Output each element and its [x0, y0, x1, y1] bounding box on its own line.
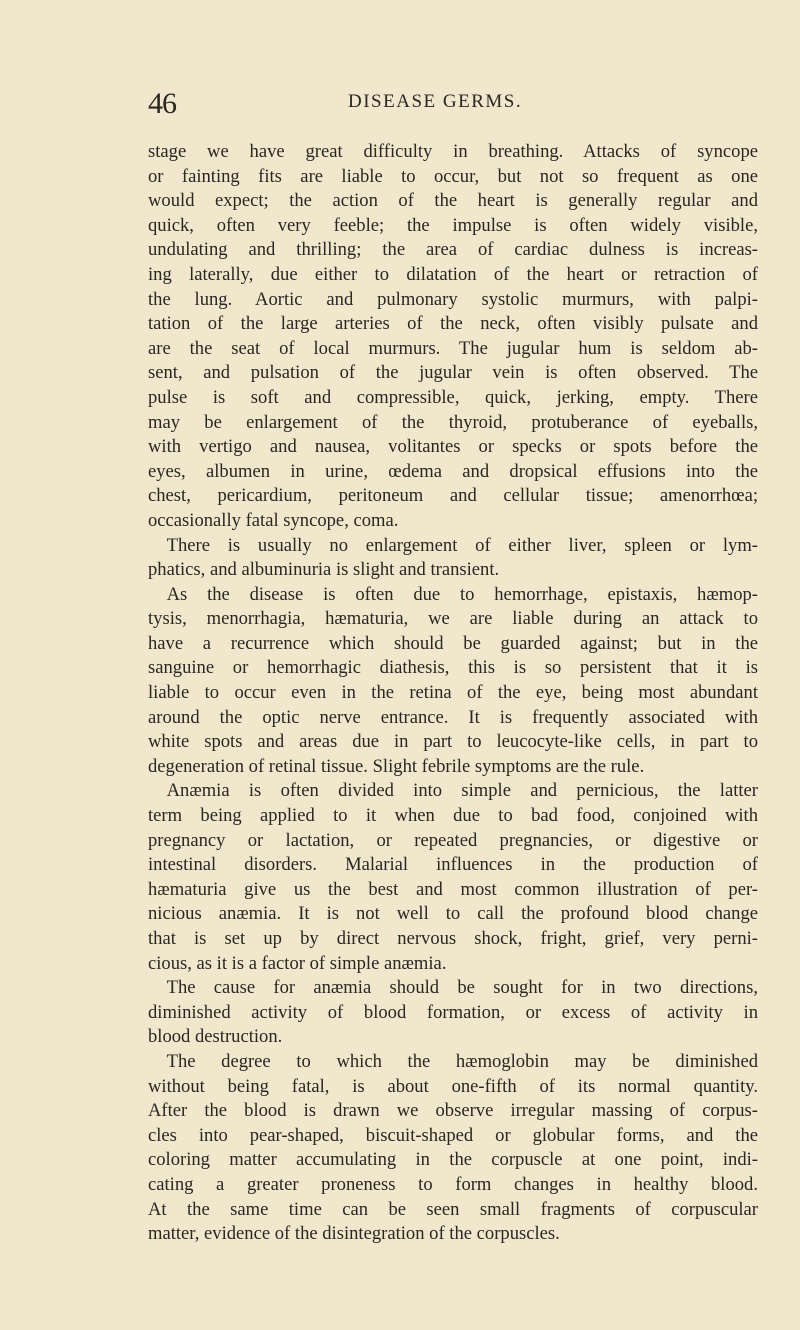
text-line: coloring matter accumulating in the corpuscle at one point, indi-	[148, 1149, 758, 1171]
text-line: phatics, and albuminuria is slight and transient.	[148, 559, 500, 581]
text-line: stage we have great difficulty in breathing. Attacks of syncope	[148, 141, 758, 162]
text-line: diminished activity of blood formation, or excess of activity in	[148, 1001, 758, 1023]
text-line: hæmaturia give us the best and most common illustration of per-	[148, 878, 758, 900]
text-line: pregnancy or lactation, or repeated pregnancies, or digestive or	[148, 829, 758, 851]
text-line: sanguine or hemorrhagic diathesis, this is so persistent that it is	[148, 657, 758, 679]
text-line: occasionally fatal syncope, coma.	[148, 509, 399, 531]
text-line: pulse is soft and compressible, quick, jerking, empty. There	[148, 386, 758, 408]
text-line: intestinal disorders. Malarial influences in the production of	[148, 854, 758, 876]
text-line: have a recurrence which should be guarded against; but in the	[148, 632, 758, 654]
text-line: matter, evidence of the disintegration of the corpuscles.	[148, 1223, 560, 1245]
text-line: The degree to which the hæmoglobin may be diminished	[148, 1050, 758, 1072]
text-line: around the optic nerve entrance. It is frequently associated with	[148, 706, 758, 728]
text-line: As the disease is often due to hemorrhage, epistaxis, hæmop-	[148, 583, 758, 605]
page-header	[148, 84, 758, 124]
text-line: Anæmia is often divided into simple and pernicious, the latter	[148, 780, 758, 802]
text-line: may be enlargement of the thyroid, protuberance of eyeballs,	[148, 411, 758, 433]
text-line: At the same time can be seen small fragments of corpuscular	[148, 1198, 758, 1220]
text-line: quick, often very feeble; the impulse is often widely visible,	[148, 214, 758, 236]
text-line: sent, and pulsation of the jugular vein is often observed. The	[148, 362, 758, 384]
text-line: liable to occur even in the retina of the eye, being most abundant	[148, 682, 758, 704]
text-line: tation of the large arteries of the neck, often visibly pulsate and	[148, 313, 758, 335]
text-line: eyes, albumen in urine, œdema and dropsical effusions into the	[148, 460, 758, 482]
text-line: chest, pericardium, peritoneum and cellular tissue; amenorrhœa;	[148, 485, 758, 507]
page-number: 46	[148, 87, 176, 120]
text-line: blood destruction.	[148, 1026, 283, 1048]
text-line: ing laterally, due either to dilatation of the heart or retraction of	[148, 263, 758, 285]
text-line: white spots and areas due in part to leucocyte-like cells, in part to	[148, 731, 758, 753]
text-line: or fainting fits are liable to occur, but not so frequent as one	[148, 165, 758, 187]
text-line: without being fatal, is about one-fifth of its normal quantity.	[148, 1075, 758, 1097]
text-line: cles into pear-shaped, biscuit-shaped or globular forms, and the	[148, 1124, 758, 1146]
text-line: There is usually no enlargement of either liver, spleen or lym-	[148, 534, 758, 556]
text-line: cious, as it is a factor of simple anæmia.	[148, 952, 447, 974]
text-line: term being applied to it when due to bad food, conjoined with	[148, 805, 758, 827]
running-head: DISEASE GERMS.	[348, 91, 523, 112]
text-line: tysis, menorrhagia, hæmaturia, we are liable during an attack to	[148, 608, 758, 630]
text-line: nicious anæmia. It is not well to call the profound blood change	[148, 903, 758, 925]
text-line: with vertigo and nausea, volitantes or specks or spots before the	[148, 436, 758, 458]
text-line: After the blood is drawn we observe irregular massing of corpus-	[148, 1100, 758, 1122]
text-line: are the seat of local murmurs. The jugular hum is seldom ab-	[148, 337, 758, 359]
text-line: undulating and thrilling; the area of cardiac dulness is increas-	[148, 239, 758, 261]
text-line: degeneration of retinal tissue. Slight febrile symptoms are the rule.	[148, 755, 645, 777]
text-line: The cause for anæmia should be sought for in two directions,	[148, 977, 758, 999]
text-line: that is set up by direct nervous shock, fright, grief, very perni-	[148, 928, 758, 949]
body-text	[148, 140, 758, 1247]
text-line: the lung. Aortic and pulmonary systolic murmurs, with palpi-	[148, 288, 758, 310]
text-line: cating a greater proneness to form changes in healthy blood.	[148, 1173, 758, 1195]
text-line: would expect; the action of the heart is generally regular and	[148, 190, 758, 212]
